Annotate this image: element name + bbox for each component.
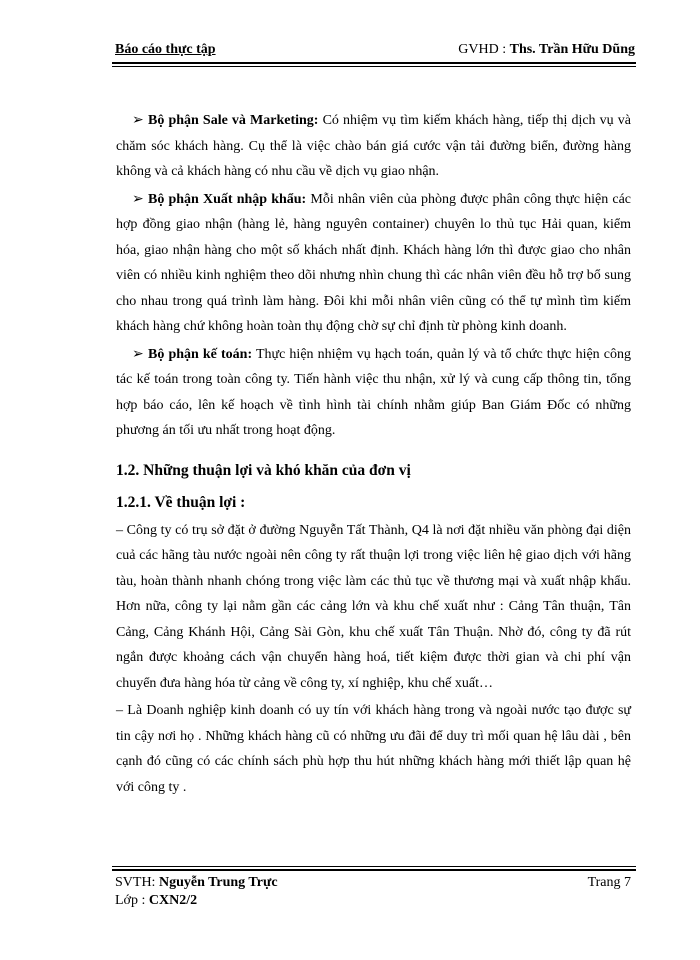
page-number: Trang 7 [587, 875, 631, 890]
bullet-import-export [116, 187, 631, 340]
arrow-bullet-icon: ➢ [132, 346, 144, 362]
page-header [115, 38, 635, 60]
student-label: SVTH: [115, 875, 159, 890]
footer-rule [112, 869, 636, 871]
bullet-title: Bộ phận Xuất nhập khẩu: [148, 191, 307, 207]
bullet-text: Có nhiệm vụ tìm kiếm khách hàng, tiếp thị dịch vụ và chăm sóc khách hàng. Cụ thể là việc chào bán giá cước vận tải đường biển, đường hàng không và cả khách hàng có nhu cầu về dịch vụ giao nhận. [116, 113, 631, 179]
page-body [116, 108, 631, 802]
arrow-bullet-icon: ➢ [132, 191, 144, 207]
class-label: Lớp : [115, 893, 149, 908]
header-rule [112, 62, 636, 64]
supervisor-name: Ths. Trần Hữu Dũng [509, 42, 635, 57]
report-title: Báo cáo thực tập [115, 42, 216, 57]
section-heading: 1.2. Những thuận lợi và khó khăn của đơn vị [116, 461, 411, 479]
student-line [115, 874, 635, 892]
supervisor [458, 42, 635, 58]
advantage-paragraph-1: – Công ty có trụ sở đặt ở đường Nguyễn Tất Thành, Q4 là nơi đặt nhiều văn phòng đại diện cuả các hãng tàu nước ngoài nên công ty rất thuận lợi trong việc liên hệ giao dịch với hãng tàu, hoàn thành nhanh chóng trong việc làm các thủ tục về thương mại và xuất nhập khẩu. Hơn nữa, công ty lại nằm gần các cảng lớn và khu chế xuất như : Cảng Tân thuận, Tân Cảng, Cảng Khánh Hội, Cảng Sài Gòn, khu chế xuất Tân Thuận. Nhờ đó, công ty đã rút ngắn được khoảng cách vận chuyển hàng hoá, tiết kiệm được thời gian và chi phí vận chuyển đưa hàng hóa từ cảng về công ty, xí nghiệp, khu chế xuất… [116, 522, 631, 691]
bullet-text: Thực hiện nhiệm vụ hạch toán, quản lý và tổ chức thực hiện công tác kế toán trong toàn công ty. Tiến hành việc thu nhận, xử lý và cung cấp thông tin, tổng hợp báo cáo, lên kế hoạch về tình hình tài chính nhằm giúp Ban Giám Đốc có những phương án tối ưu nhất trong hoạt động. [116, 346, 632, 438]
bullet-title: Bộ phận Sale và Marketing: [148, 113, 319, 128]
bullet-title: Bộ phận kế toán: [148, 346, 253, 362]
arrow-bullet-icon: ➢ [132, 113, 144, 128]
header-rule-thin [112, 66, 636, 67]
class-name: CXN2/2 [148, 893, 198, 908]
bullet-accounting [116, 342, 631, 444]
student-name: Nguyễn Trung Trực [158, 875, 278, 890]
bullet-sale-marketing [116, 108, 631, 185]
page-footer [115, 874, 635, 910]
supervisor-label: GVHD : [458, 42, 510, 57]
class-line [115, 892, 635, 910]
advantage-paragraph-2: – Là Doanh nghiệp kinh doanh có uy tín với khách hàng trong và ngoài nước tạo được sự tin cậy nơi họ . Những khách hàng cũ có những ưu đãi để duy trì mối quan hệ lâu dài , bên cạnh đó cũng có các chính sách phù hợp thu hút những khách hàng mới thiết lập quan hệ với công ty . [116, 703, 631, 795]
subsection-heading: 1.2.1. Về thuận lợi : [116, 493, 246, 511]
bullet-text: Mỗi nhân viên của phòng được phân công thực hiện các hợp đồng giao nhận (hàng lẻ, hàng nguyên container) chuyên lo thủ tục Hải quan, kiểm hóa, giao nhận hàng cho một số khách nhất định. Khách hàng lớn thì được giao cho nhân viên có nhiều kinh nghiệm theo dõi nhưng nhìn chung thì các nhân viên đều hỗ trợ bổ sung cho nhau trong quá trình làm hàng. Đôi khi mỗi nhân viên cũng có thể tự mình tìm kiếm khách hàng chứ không hoàn toàn thụ động chờ sự chỉ định từ phòng kinh doanh. [116, 191, 632, 334]
footer-rule-thin [112, 866, 636, 867]
